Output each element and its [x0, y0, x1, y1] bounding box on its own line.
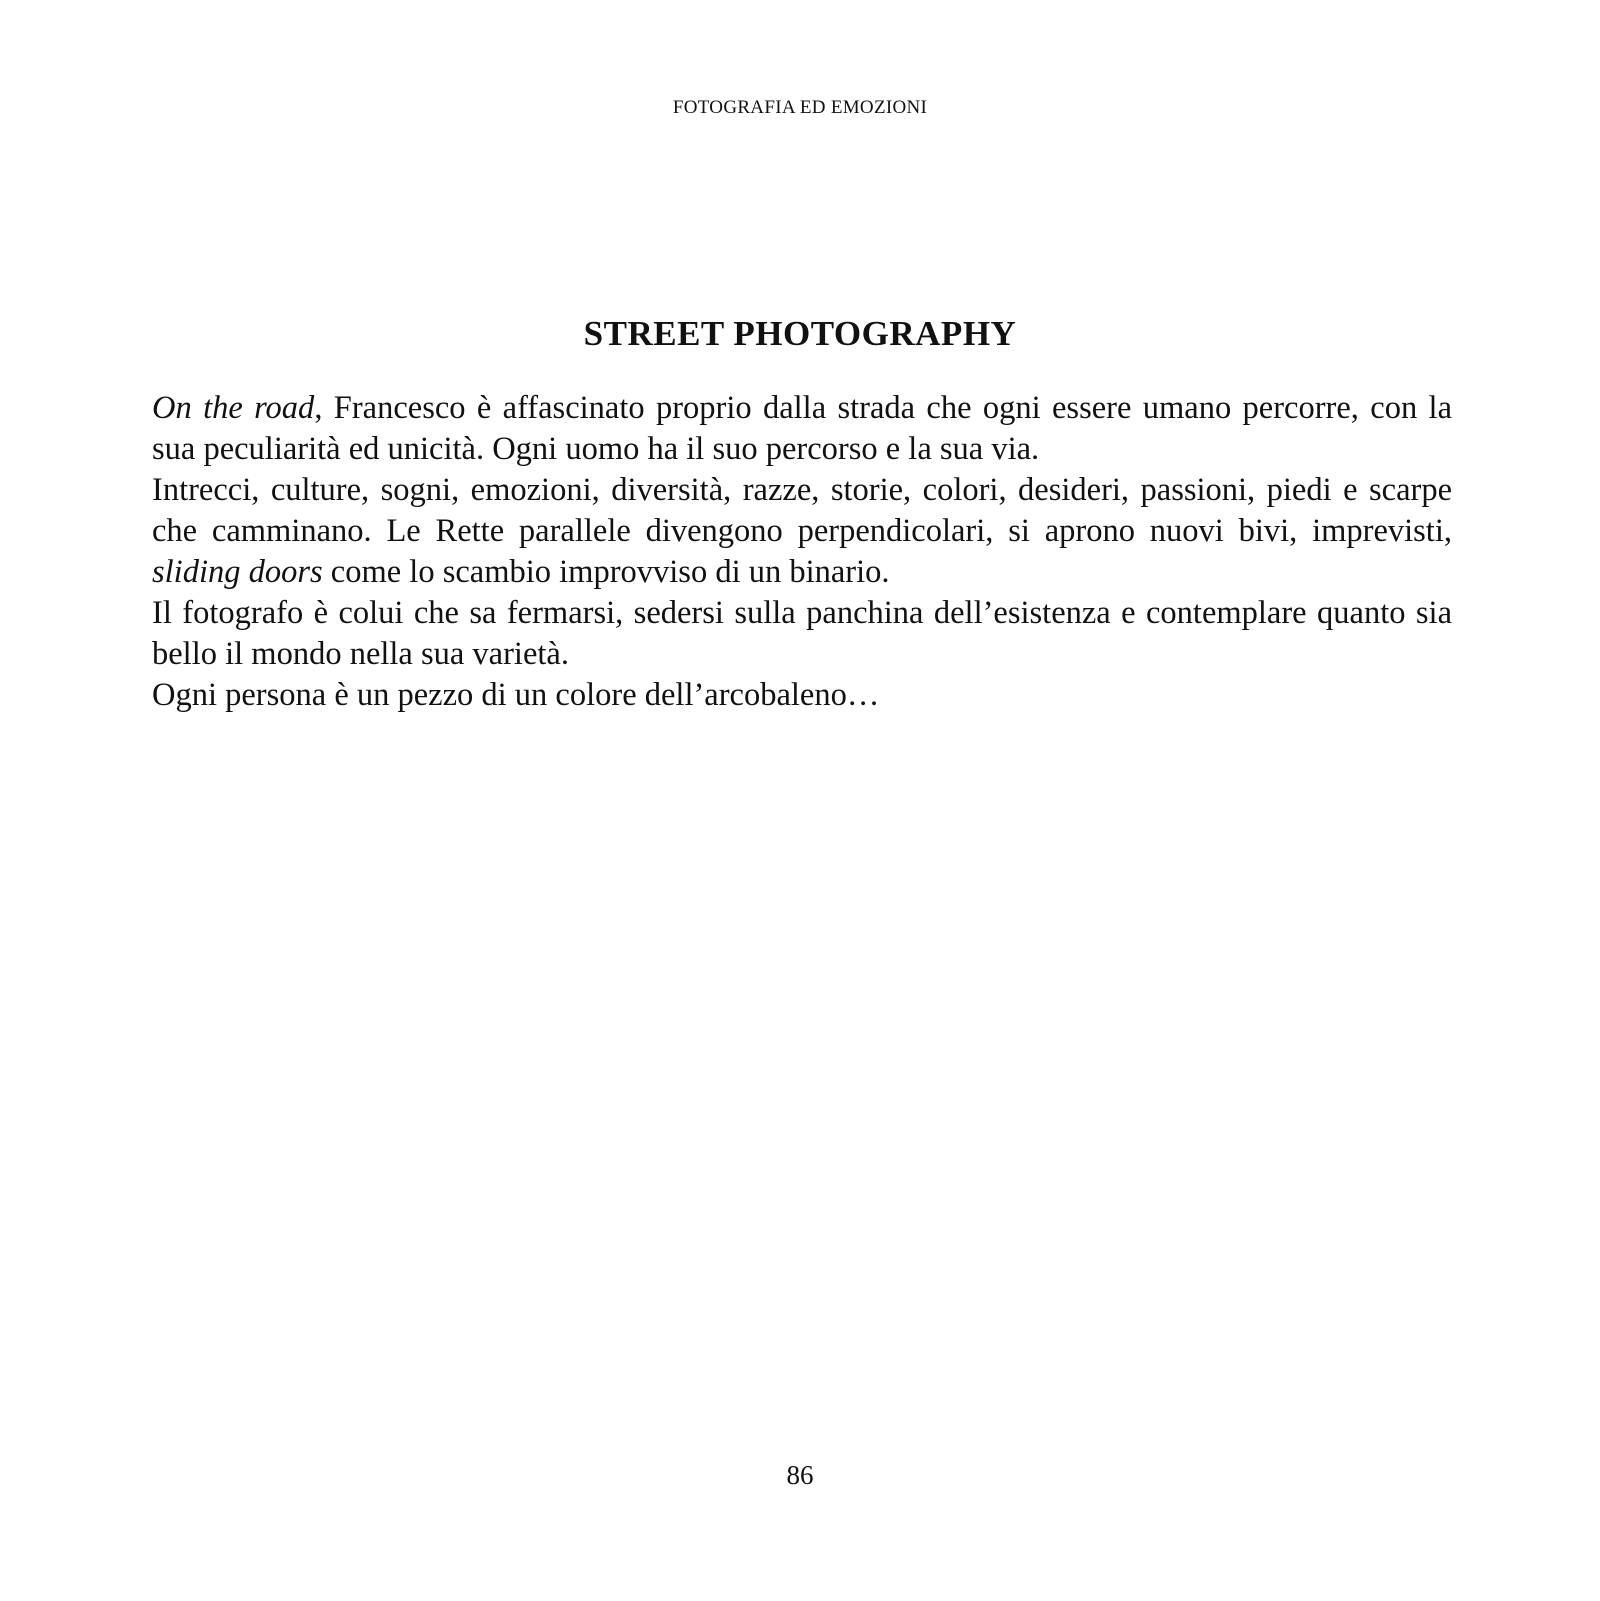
paragraph-2-text-end: come lo scambio improvviso di un binario.: [322, 554, 890, 590]
paragraph-2-italic: sliding doors: [152, 554, 323, 590]
paragraph-4: Ogni persona è un pezzo di un colore dell’arcobaleno…: [152, 677, 880, 713]
paragraph-1-italic-lead: On the road: [152, 390, 315, 426]
paragraph-1: [152, 388, 1452, 470]
chapter-title: STREET PHOTOGRAPHY: [583, 314, 1017, 353]
paragraph-2-text-start: Intrecci, culture, sogni, emozioni, diversità, razze, storie, colori, desideri, passioni, piedi e scarpe che camminano. Le Rette parallele divengono perpendicolari, si aprono nuovi bivi, imprevisti,: [152, 472, 1452, 549]
running-header: FOTOGRAFIA ED EMOZIONI: [672, 97, 928, 118]
paragraph-2: [152, 470, 1452, 593]
paragraph-3: Il fotografo è colui che sa fermarsi, sedersi sulla panchina dell’esistenza e contemplare quanto sia bello il mondo nella sua varietà.: [152, 595, 1452, 672]
body-text: [152, 388, 1452, 716]
paragraph-1-text: , Francesco è affascinato proprio dalla strada che ogni essere umano percorre, con la sua peculiarità ed unicità. Ogni uomo ha il suo percorso e la sua via.: [152, 390, 1452, 467]
page-number: 86: [786, 1460, 814, 1490]
